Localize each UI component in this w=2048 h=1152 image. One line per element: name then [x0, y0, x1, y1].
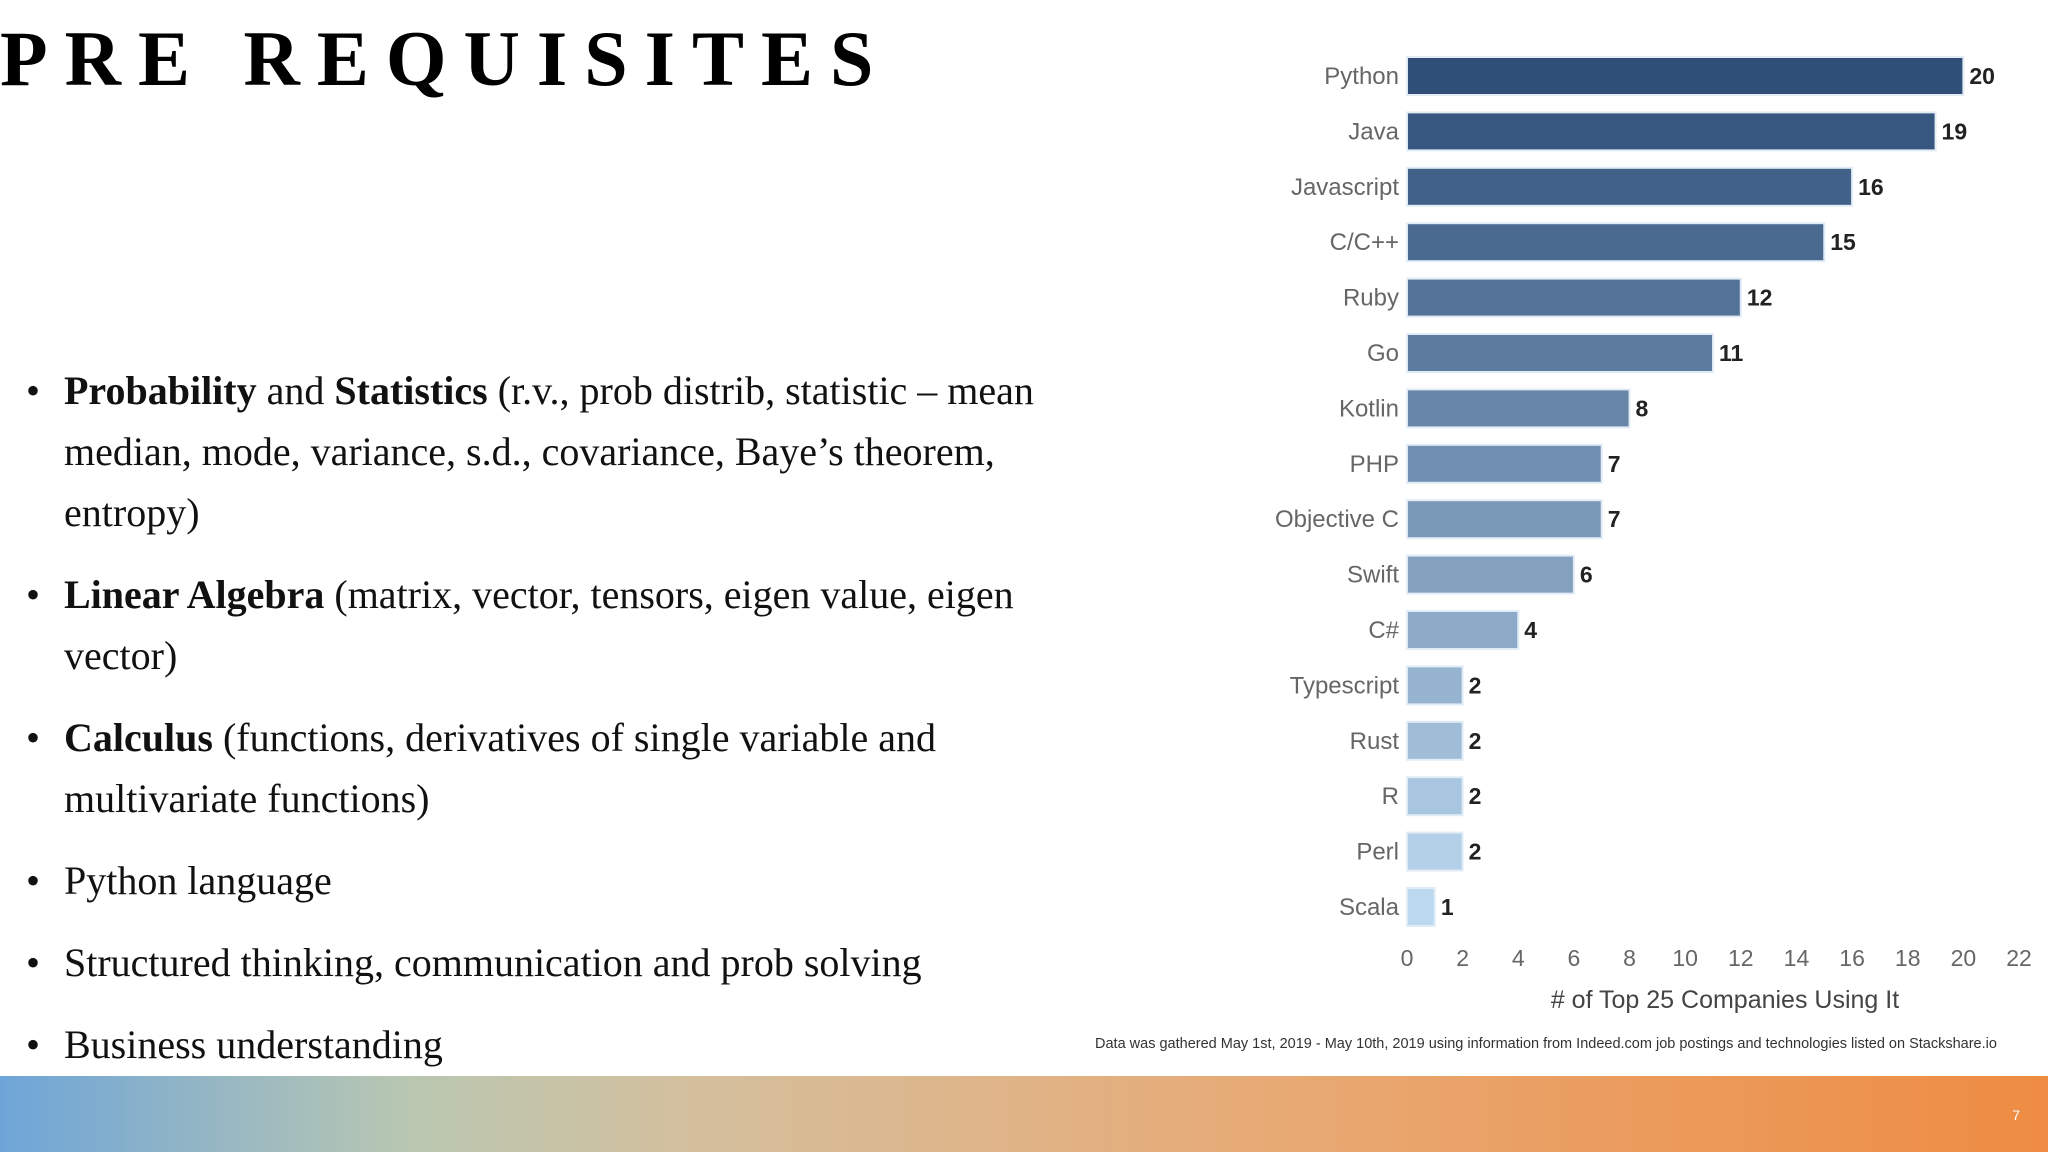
bars-layer: [1275, 57, 1995, 926]
page-number: 7: [2012, 1107, 2020, 1123]
x-tick-label: 22: [2006, 945, 2032, 971]
bar: [1407, 722, 1463, 760]
data-label: 6: [1579, 561, 1593, 588]
category-label: Swift: [1346, 561, 1399, 589]
category-label: Javascript: [1290, 173, 1399, 201]
data-label: 7: [1607, 450, 1621, 477]
footer-gradient-band: [0, 1076, 2048, 1152]
data-label: 12: [1746, 284, 1773, 311]
category-label: Rust: [1349, 727, 1399, 755]
bar: [1407, 168, 1852, 206]
category-label: Go: [1366, 340, 1399, 367]
category-label: Perl: [1356, 838, 1399, 866]
category-label: C#: [1368, 617, 1399, 644]
category-label: Objective C: [1274, 506, 1399, 534]
category-label: Scala: [1338, 894, 1399, 921]
x-tick-label: 20: [1950, 945, 1977, 971]
data-label: 20: [1969, 63, 1995, 89]
bullet-text: Structured thinking, communication and prob solving: [64, 940, 922, 985]
prerequisites-list: [26, 360, 1116, 1096]
x-tick-label: 14: [1783, 945, 1810, 971]
data-label: 8: [1635, 395, 1649, 422]
bar: [1407, 888, 1435, 926]
bar: [1407, 777, 1463, 815]
bullet-text: Business understanding: [64, 1022, 443, 1067]
x-axis: [1401, 945, 2032, 971]
bar: [1407, 389, 1630, 427]
data-label: 16: [1858, 173, 1884, 200]
x-tick-label: 18: [1894, 945, 1921, 971]
x-tick-label: 2: [1456, 945, 1470, 971]
bar: [1407, 445, 1602, 483]
category-label: Kotlin: [1338, 395, 1399, 423]
category-label: C/C++: [1329, 229, 1399, 257]
x-tick-label: 8: [1623, 945, 1636, 971]
bar: [1407, 500, 1602, 538]
bar: [1407, 666, 1463, 704]
x-tick-label: 0: [1400, 945, 1414, 971]
list-item: [26, 1014, 1116, 1075]
x-tick-label: 6: [1567, 945, 1581, 971]
data-label: 1: [1440, 894, 1454, 920]
bar: [1407, 833, 1463, 871]
data-label: 2: [1468, 838, 1482, 865]
bullet-bold: Probability: [64, 368, 257, 413]
category-label: Typescript: [1289, 672, 1399, 700]
category-label: Java: [1348, 118, 1399, 146]
data-label: 2: [1468, 783, 1482, 810]
bar: [1407, 223, 1824, 261]
x-axis-label: # of Top 25 Companies Using It: [1550, 986, 1900, 1014]
data-label: 2: [1468, 672, 1482, 699]
chart-source-note: Data was gathered May 1st, 2019 - May 10th, 2019 using information from Indeed.com job postings and technologies listed on Stackshare.io: [1095, 1036, 1997, 1052]
slide-title: PRE REQUISITES: [0, 15, 891, 102]
bullet-bold: Statistics: [334, 368, 488, 413]
x-tick-label: 12: [1728, 945, 1754, 971]
bar: [1407, 279, 1741, 317]
bullet-text: (r.v., prob distrib, statistic – mean median, mode, variance, s.d., covariance, Baye’s theorem, entropy): [64, 368, 1034, 535]
data-label: 19: [1941, 118, 1968, 145]
bar: [1407, 57, 1963, 95]
category-label: PHP: [1349, 450, 1399, 478]
category-label: Ruby: [1342, 284, 1399, 312]
list-item: [26, 850, 1116, 911]
bar: [1407, 334, 1713, 372]
data-label: 4: [1524, 617, 1538, 643]
x-tick-label: 16: [1839, 945, 1865, 971]
list-item: [26, 360, 1116, 543]
x-tick-label: 10: [1672, 945, 1698, 971]
list-item: [26, 707, 1116, 829]
category-label: Python: [1324, 63, 1399, 90]
x-tick-label: 4: [1511, 945, 1525, 971]
bullet-text: Python language: [64, 858, 332, 903]
bullet-bold: Calculus: [64, 715, 213, 760]
bar: [1407, 611, 1518, 649]
bar: [1407, 112, 1936, 150]
bullet-text: and: [256, 368, 335, 413]
list-item: [26, 564, 1116, 686]
bullet-text: (matrix, vector, tensors, eigen value, eigen vector): [64, 572, 1014, 678]
data-label: 2: [1468, 727, 1482, 754]
language-usage-bar-chart: [1240, 40, 2048, 1080]
category-label: R: [1381, 783, 1399, 811]
bar: [1407, 556, 1574, 594]
data-label: 11: [1719, 340, 1744, 366]
bullet-text: (functions, derivatives of single variable and multivariate functions): [64, 715, 937, 821]
list-item: [26, 932, 1116, 993]
data-label: 15: [1830, 229, 1856, 256]
data-label: 7: [1607, 506, 1621, 533]
bullet-bold: Linear Algebra: [64, 572, 325, 617]
